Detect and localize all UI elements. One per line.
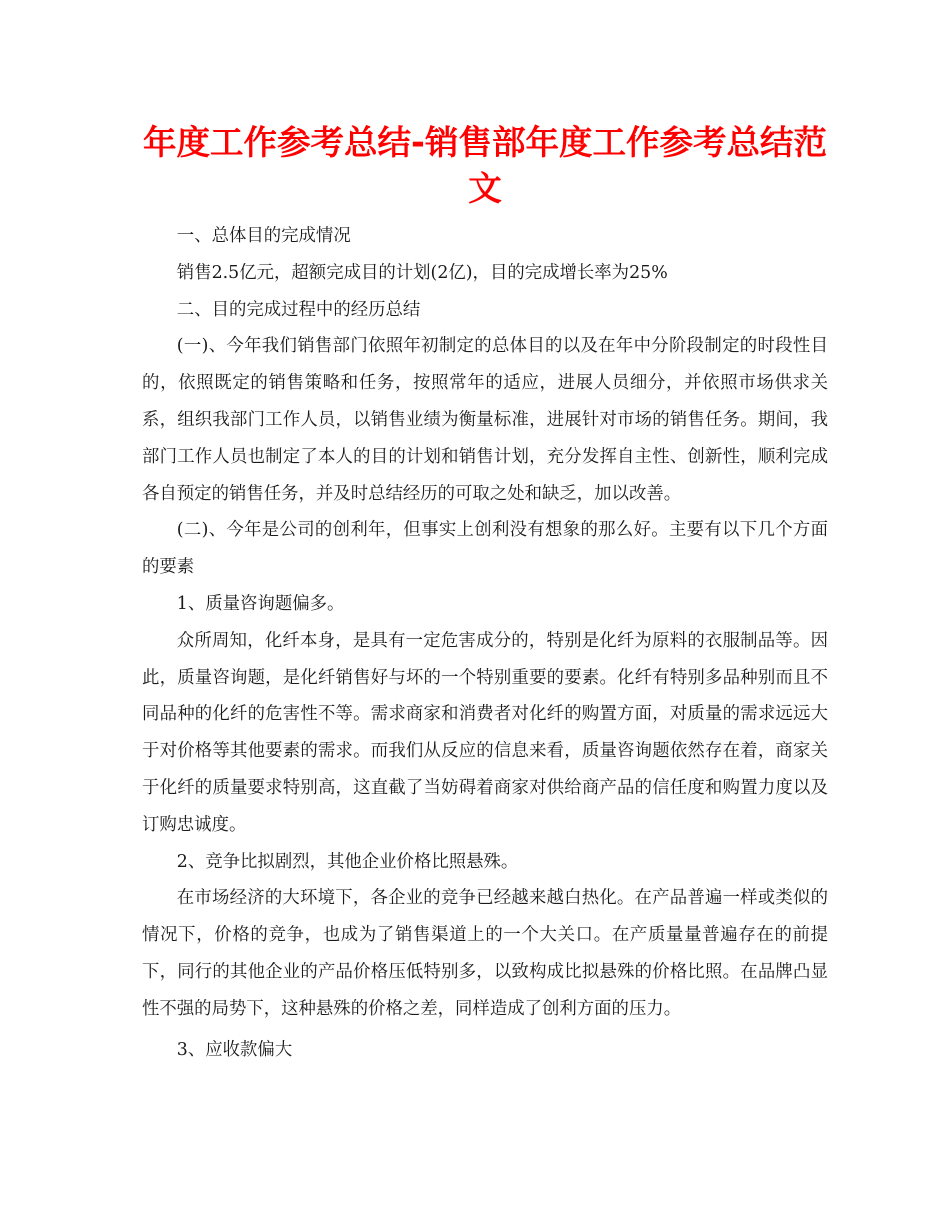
document-title: 年度工作参考总结-销售部年度工作参考总结范文 [143, 123, 827, 208]
section-one-paragraph: (一)、今年我们销售部门依照年初制定的总体目的以及在年中分阶段制定的时段性目的，依照既定的销售策略和任务，按照常年的适应，进展人员细分，并依照市场供求关系，组织我部门工作人员，以销售业绩为衡量标准，进展针对市场的销售任务。期间，我部门工作人员也制定了本人的目的计划和销售计划，充分发挥自主性、创新性，顺利完成各自预定的销售任务，并及时总结经历的可取之处和缺乏，加以改善。 [142, 336, 828, 504]
heading-overall-goal: 一、总体目的完成情况 [176, 226, 351, 246]
document-body [142, 218, 828, 1068]
heading-experience-summary: 二、目的完成过程中的经历总结 [176, 299, 421, 320]
item-quality-heading: 1、质量咨询题偏多。 [176, 593, 345, 614]
competition-paragraph: 在市场经济的大环境下，各企业的竞争已经越来越白热化。在产品普遍一样或类似的情况下，价格的竞争，也成为了销售渠道上的一个大关口。在产质量量普遍存在的前提下，同行的其他企业的产品价格压低特别多，以致构成比拟悬殊的价格比照。在品牌凸显性不强的局势下，这种悬殊的价格之差，同样造成了创利方面的压力。 [142, 888, 828, 1019]
quality-paragraph: 众所周知，化纤本身，是具有一定危害成分的，特别是化纤为原料的衣服制品等。因此，质量咨询题，是化纤销售好与坏的一个特别重要的要素。化纤有特别多品种别而且不同品种的化纤的危害性不等。需求商家和消费者对化纤的购置方面，对质量的需求远远大于对价格等其他要素的需求。而我们从反应的信息来看，质量咨询题依然存在着，商家关于化纤的质量要求特别高，这直截了当妨碍着商家对供给商产品的信任度和购置力度以及订购忠诚度。 [142, 630, 828, 835]
section-two-paragraph: (二)、今年是公司的创利年，但事实上创利没有想象的那么好。主要有以下几个方面的要素 [142, 520, 828, 578]
item-receivables-heading: 3、应收款偏大 [176, 1039, 293, 1060]
item-competition-heading: 2、竞争比拟剧烈，其他企业价格比照悬殊。 [176, 851, 519, 872]
sales-result-paragraph: 销售2.5亿元，超额完成目的计划(2亿)，目的完成增长率为25% [176, 262, 668, 283]
